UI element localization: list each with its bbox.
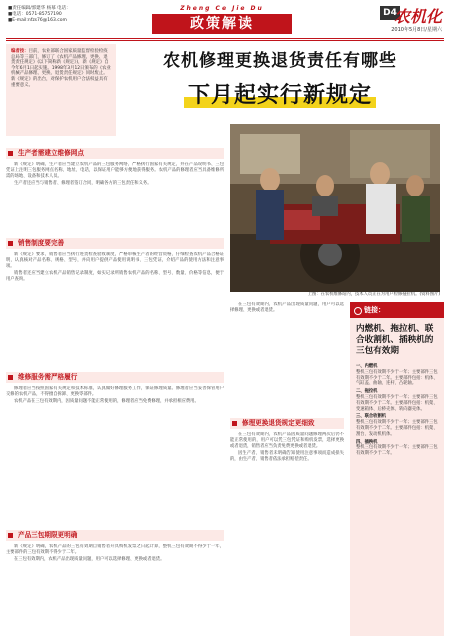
sidebar-item-heading: 二、拖拉机 [356, 389, 378, 395]
editor-note [6, 44, 116, 136]
section-body-1 [6, 162, 224, 234]
paragraph: 在三包有效期内，农机产品因质量问题修理两次后仍不能正常使用的，用户可以凭三包凭证和购机发票，选择更换或者退货，销售者应当负责免费更换或者退货。 [230, 432, 344, 449]
header-rule [6, 40, 444, 41]
page-number: D4 [380, 6, 400, 20]
photo-caption: 上图：在农机维修站内，技术人员正在为用户检修拖拉机。(资料图片) [307, 292, 440, 297]
paragraph: 农机产品在三包有效期内，因质量问题不能正常使用的，修理者应当免费修理，并承担相应费用。 [14, 398, 199, 404]
sidebar-body [356, 362, 440, 457]
paragraph: 销售者还应当建立农机产品销售记录制度，如实记录所销售农机产品的名称、型号、数量、价格等信息，便于用户查询。 [6, 270, 224, 282]
workshop-photo-illustration [230, 124, 440, 292]
paragraph: 因生产者、销售者未明确告知使用注意事项而造成损失的，由生产者、销售者依法承担赔偿责任。 [230, 450, 344, 462]
paragraph: 新《规定》明确，生产者应当建立农机产品的三包服务网络，严格执行国家有关规定，并在产品说明书、三包凭证上注明三包服务网点名称、地址、电话，以保证用户能够方便地获得服务。农机产品的修理者应当具备维修所需的场地、设备和技术人员。 [6, 162, 224, 179]
middle-column-body [230, 302, 344, 412]
sidebar-link-box [350, 302, 444, 636]
paragraph: 新《规定》明确，农机产品的三包有效期自销售者开具购机发票之日起计算，整机三包有效期不得少于一年，主要部件的三包有效期不得少于二年。 [6, 544, 224, 555]
sidebar-item-heading: 四、插秧机 [356, 439, 378, 445]
news-photo [230, 124, 440, 292]
masthead-pinyin: Zheng Ce Jie Du [180, 5, 264, 12]
paragraph: 修理者应当按照国家有关规定和技术标准，认真做好修理服务工作，保证修理质量。修理者应当妥善保管用户交修的农机产品，不得擅自拆卸、更换零部件。 [6, 386, 224, 397]
section-heading-1: 生产者需建立维修网点 [6, 148, 224, 159]
newspaper-brand: 农机化 [393, 7, 442, 26]
headline-line2 [120, 78, 440, 109]
header-info-line: ■电话：0571-85757190 [8, 12, 62, 17]
paragraph: 新《规定》要求，销售者应当执行进货检查验收制度，严格审核生产者的经营资格，仔细检查农机产品合格证明，认真核对产品名称、规格、型号，并向用户提供产品使用说明书、三包凭证，介绍产品的使用方法和注意事项。 [6, 252, 224, 269]
section-body-3 [6, 386, 224, 512]
section-body-2 [6, 252, 224, 364]
paragraph: 在三包有效期内，农机产品出现质量问题，用户可以选择修理、更换或者退货。 [230, 302, 344, 313]
headline-line2-text: 下月起实行新规定 [184, 83, 376, 108]
section-heading-3: 维修服务需严格履行 [6, 372, 224, 383]
editor-note-text: 目前，农业部联合国家质量监督检验检疫总局等三部门，修订了《农机产品修理、更换、退货责任规定》(以下简称新《规定》)，新《规定》自今年6月1日起实施。1998年3月12日颁布的《农业机械产品修理、更换、退货责任规定》同时废止。新《规定》的出台，对保护农机用户合法权益具有重要意义。 [11, 49, 111, 88]
headline-line1: 农机修理更换退货责任有哪些 [163, 51, 397, 71]
section-body-5 [230, 432, 344, 636]
header-rule [6, 38, 444, 39]
sidebar-item-heading: 三、联合收割机 [356, 414, 387, 420]
header-info-line: ■E-mail:nfzs76@163.com [8, 18, 67, 23]
section-masthead [152, 4, 292, 36]
paragraph: 在三包有效期内，农机产品出现质量问题，用户可以选择修理、更换或者退货。 [14, 556, 165, 562]
editor-note-label: 编者按： [11, 49, 29, 54]
sidebar-item-text: 整机三包有效期不少于一年；主要部件三包有效期不少于二年。主要部件包括：机架、割台、发动机机体。 [356, 420, 438, 437]
section-heading-5: 修理更换退货规定更细致 [230, 418, 344, 429]
section-body-4 [6, 544, 224, 636]
header-info [8, 6, 71, 24]
sidebar-header: 链接： [350, 302, 444, 318]
section-heading-2: 销售制度要完善 [6, 238, 224, 249]
sidebar-item-heading: 一、内燃机 [356, 364, 378, 369]
sidebar-item-text: 整机三包有效期不少于一年；主要部件三包有效期不少于二年。主要部件包括：机体、气缸盖、曲轴、连杆、凸轮轴。 [356, 369, 438, 387]
sidebar-title: 内燃机、拖拉机、联合收割机、插秧机的三包有效期 [356, 324, 434, 356]
issue-date: 2010年5月8日/星期六 [391, 27, 442, 33]
paragraph: 生产者还应当与销售者、修理者签订合同，明确各方的三包责任和义务。 [14, 180, 152, 186]
header-info-line: ■责任编辑/郭建华 杨慕 电话： [8, 6, 71, 11]
masthead-title: 政策解读 [152, 14, 292, 34]
sidebar-item-text: 整机三包有效期不少于一年；主要部件三包有效期不少于二年。 [356, 445, 438, 457]
section-heading-4: 产品三包期限更明确 [6, 530, 224, 541]
sidebar-item-text: 整机三包有效期不少于一年；主要部件三包有效期不少于二年。主要部件包括：机架、变速箱体、后桥壳体、转向器壳体。 [356, 394, 438, 412]
